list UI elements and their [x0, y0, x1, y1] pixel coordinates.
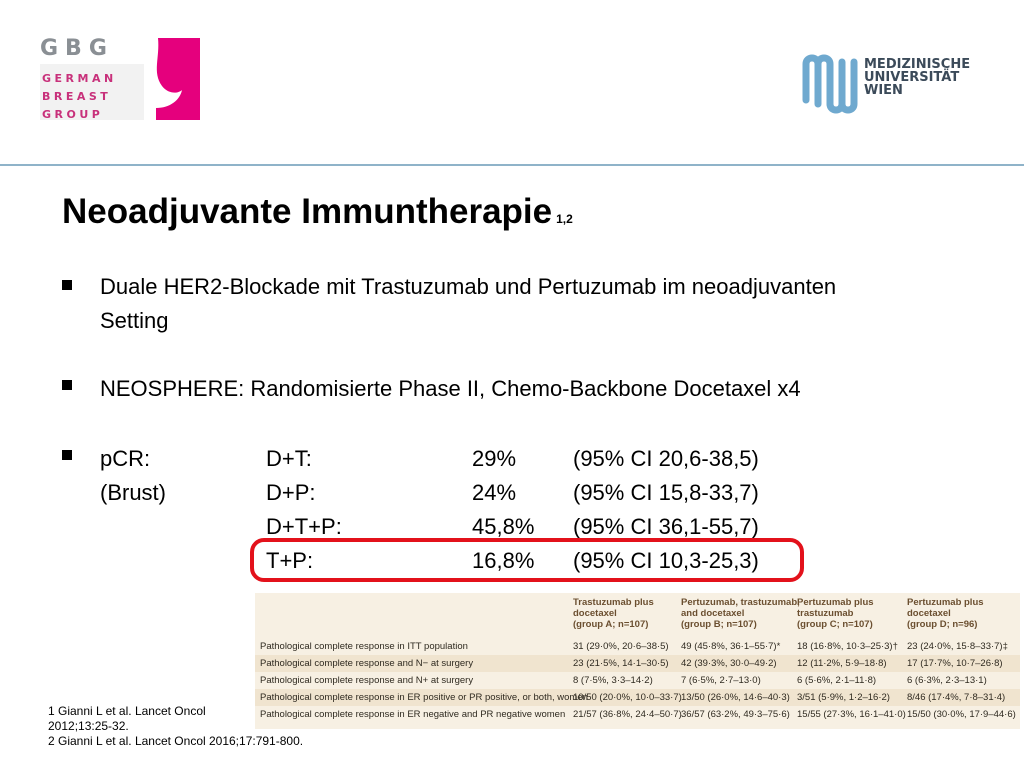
table-header-line: docetaxel: [573, 608, 617, 619]
slide-title: [62, 192, 573, 232]
highlight-circle: [250, 538, 804, 582]
table-cell: 12 (11·2%, 5·9–18·8): [797, 658, 887, 669]
table-cell: 15/55 (27·3%, 16·1–41·0): [797, 709, 906, 720]
results-table: [255, 593, 1020, 729]
bullet-1-line1: Duale HER2-Blockade mit Trastuzumab und Pertuzumab im neoadjuvanten: [100, 274, 837, 299]
table-header-line: Trastuzumab plus: [573, 597, 654, 608]
table-header: [681, 597, 800, 637]
table-cell: 17 (17·7%, 10·7–26·8): [907, 658, 1003, 669]
footnote-1-line1: 1 Gianni L et al. Lancet Oncol: [48, 704, 206, 718]
table-header: [797, 597, 874, 637]
pcr-ci: (95% CI 36,1-55,7): [573, 514, 759, 539]
table-cell: 42 (39·3%, 30·0–49·2): [681, 658, 777, 669]
table-cell: 8/46 (17·4%, 7·8–31·4): [907, 692, 1006, 703]
gbg-line-group: GROUP: [42, 108, 104, 121]
pcr-ci: (95% CI 15,8-33,7): [573, 480, 759, 505]
table-header-line: (group C; n=107): [797, 619, 873, 630]
table-cell: 13/50 (26·0%, 14·6–40·3): [681, 692, 790, 703]
table-header-line: docetaxel: [907, 608, 951, 619]
gbg-logo-pink-block: [144, 38, 200, 120]
table-cell-label: Pathological complete response and N− at surgery: [260, 658, 474, 669]
title-references: 1,2: [556, 212, 573, 226]
footnote-1-line2: 2012;13:25-32.: [48, 719, 129, 733]
gbg-line-german: GERMAN: [42, 72, 117, 85]
table-cell: 21/57 (36·8%, 24·4–50·7): [573, 709, 682, 720]
table-header-line: (group B; n=107): [681, 619, 757, 630]
table-cell-label: Pathological complete response in ER positive or PR positive, or both, women: [260, 692, 588, 703]
table-cell-label: Pathological complete response and N+ at surgery: [260, 675, 474, 686]
table-header: [907, 597, 984, 637]
header-divider: [0, 164, 1024, 166]
pcr-percent: 16,8%: [472, 548, 535, 573]
meduni-wien-text: [864, 58, 970, 97]
table-cell: 49 (45·8%, 36·1–55·7)*: [681, 641, 781, 652]
table-cell: 8 (7·5%, 3·3–14·2): [573, 675, 653, 686]
table-header-line: Pertuzumab plus: [907, 597, 984, 608]
table-cell: 7 (6·5%, 2·7–13·0): [681, 675, 761, 686]
pcr-sublabel: (Brust): [100, 480, 166, 505]
table-header-line: Pertuzumab, trastuzumab,: [681, 597, 800, 608]
table-cell: 6 (5·6%, 2·1–11·8): [797, 675, 877, 686]
table-cell: 36/57 (63·2%, 49·3–75·6): [681, 709, 790, 720]
table-cell: 15/50 (30·0%, 17·9–44·6): [907, 709, 1016, 720]
meduni-line2: UNIVERSITÄT: [864, 70, 960, 85]
footnote-2: 2 Gianni L et al. Lancet Oncol 2016;17:791-800.: [48, 734, 304, 748]
table-row: [255, 655, 1020, 672]
pcr-arm: D+T+P:: [266, 514, 342, 539]
table-row: [255, 672, 1020, 689]
pcr-arm: T+P:: [266, 548, 314, 573]
table-cell: 6 (6·3%, 2·3–13·1): [907, 675, 987, 686]
pcr-ci: (95% CI 10,3-25,3): [573, 548, 759, 573]
meduni-line3: WIEN: [864, 83, 903, 98]
bullet-square-icon: [62, 280, 72, 290]
gbg-letters: GBG: [40, 36, 114, 61]
meduni-wien-emblem-icon: [800, 50, 862, 114]
pcr-percent: 45,8%: [472, 514, 535, 539]
table-cell: 31 (29·0%, 20·6–38·5): [573, 641, 669, 652]
table-header: [573, 597, 654, 637]
meduni-line1: MEDIZINISCHE: [864, 57, 971, 72]
bullet-1-line2: Setting: [100, 308, 169, 333]
table-header-line: (group D; n=96): [907, 619, 978, 630]
pcr-label: pCR:: [100, 446, 151, 471]
table-row: [255, 638, 1020, 655]
table-cell: 23 (24·0%, 15·8–33·7)‡: [907, 641, 1008, 652]
table-header-line: Pertuzumab plus: [797, 597, 874, 608]
table-cell: 18 (16·8%, 10·3–25·3)†: [797, 641, 898, 652]
table-row: [255, 689, 1020, 706]
table-cell-label: Pathological complete response in ER negative and PR negative women: [260, 709, 566, 720]
slide-header: [0, 0, 1024, 166]
table-cell: 10/50 (20·0%, 10·0–33·7): [573, 692, 682, 703]
meduni-wien-logo: [800, 50, 990, 114]
table-row: [255, 706, 1020, 723]
pcr-arm: D+T:: [266, 446, 312, 471]
bullet-square-icon: [62, 450, 72, 460]
pcr-ci: (95% CI 20,6-38,5): [573, 446, 759, 471]
table-cell-label: Pathological complete response in ITT population: [260, 641, 468, 652]
table-header-line: (group A; n=107): [573, 619, 649, 630]
slide-title-text: Neoadjuvante Immuntherapie: [62, 192, 553, 231]
table-cell: 3/51 (5·9%, 1·2–16·2): [797, 692, 890, 703]
pcr-percent: 29%: [472, 446, 517, 471]
pcr-percent: 24%: [472, 480, 517, 505]
breast-silhouette-icon: [144, 38, 200, 120]
table-header-line: trastuzumab: [797, 608, 854, 619]
table-header-line: and docetaxel: [681, 608, 745, 619]
bullet-square-icon: [62, 380, 72, 390]
pcr-arm: D+P:: [266, 480, 316, 505]
bullet-2: NEOSPHERE: Randomisierte Phase II, Chemo-Backbone Docetaxel x4: [100, 376, 801, 401]
gbg-line-breast: BREAST: [42, 90, 112, 103]
table-cell: 23 (21·5%, 14·1–30·5): [573, 658, 669, 669]
